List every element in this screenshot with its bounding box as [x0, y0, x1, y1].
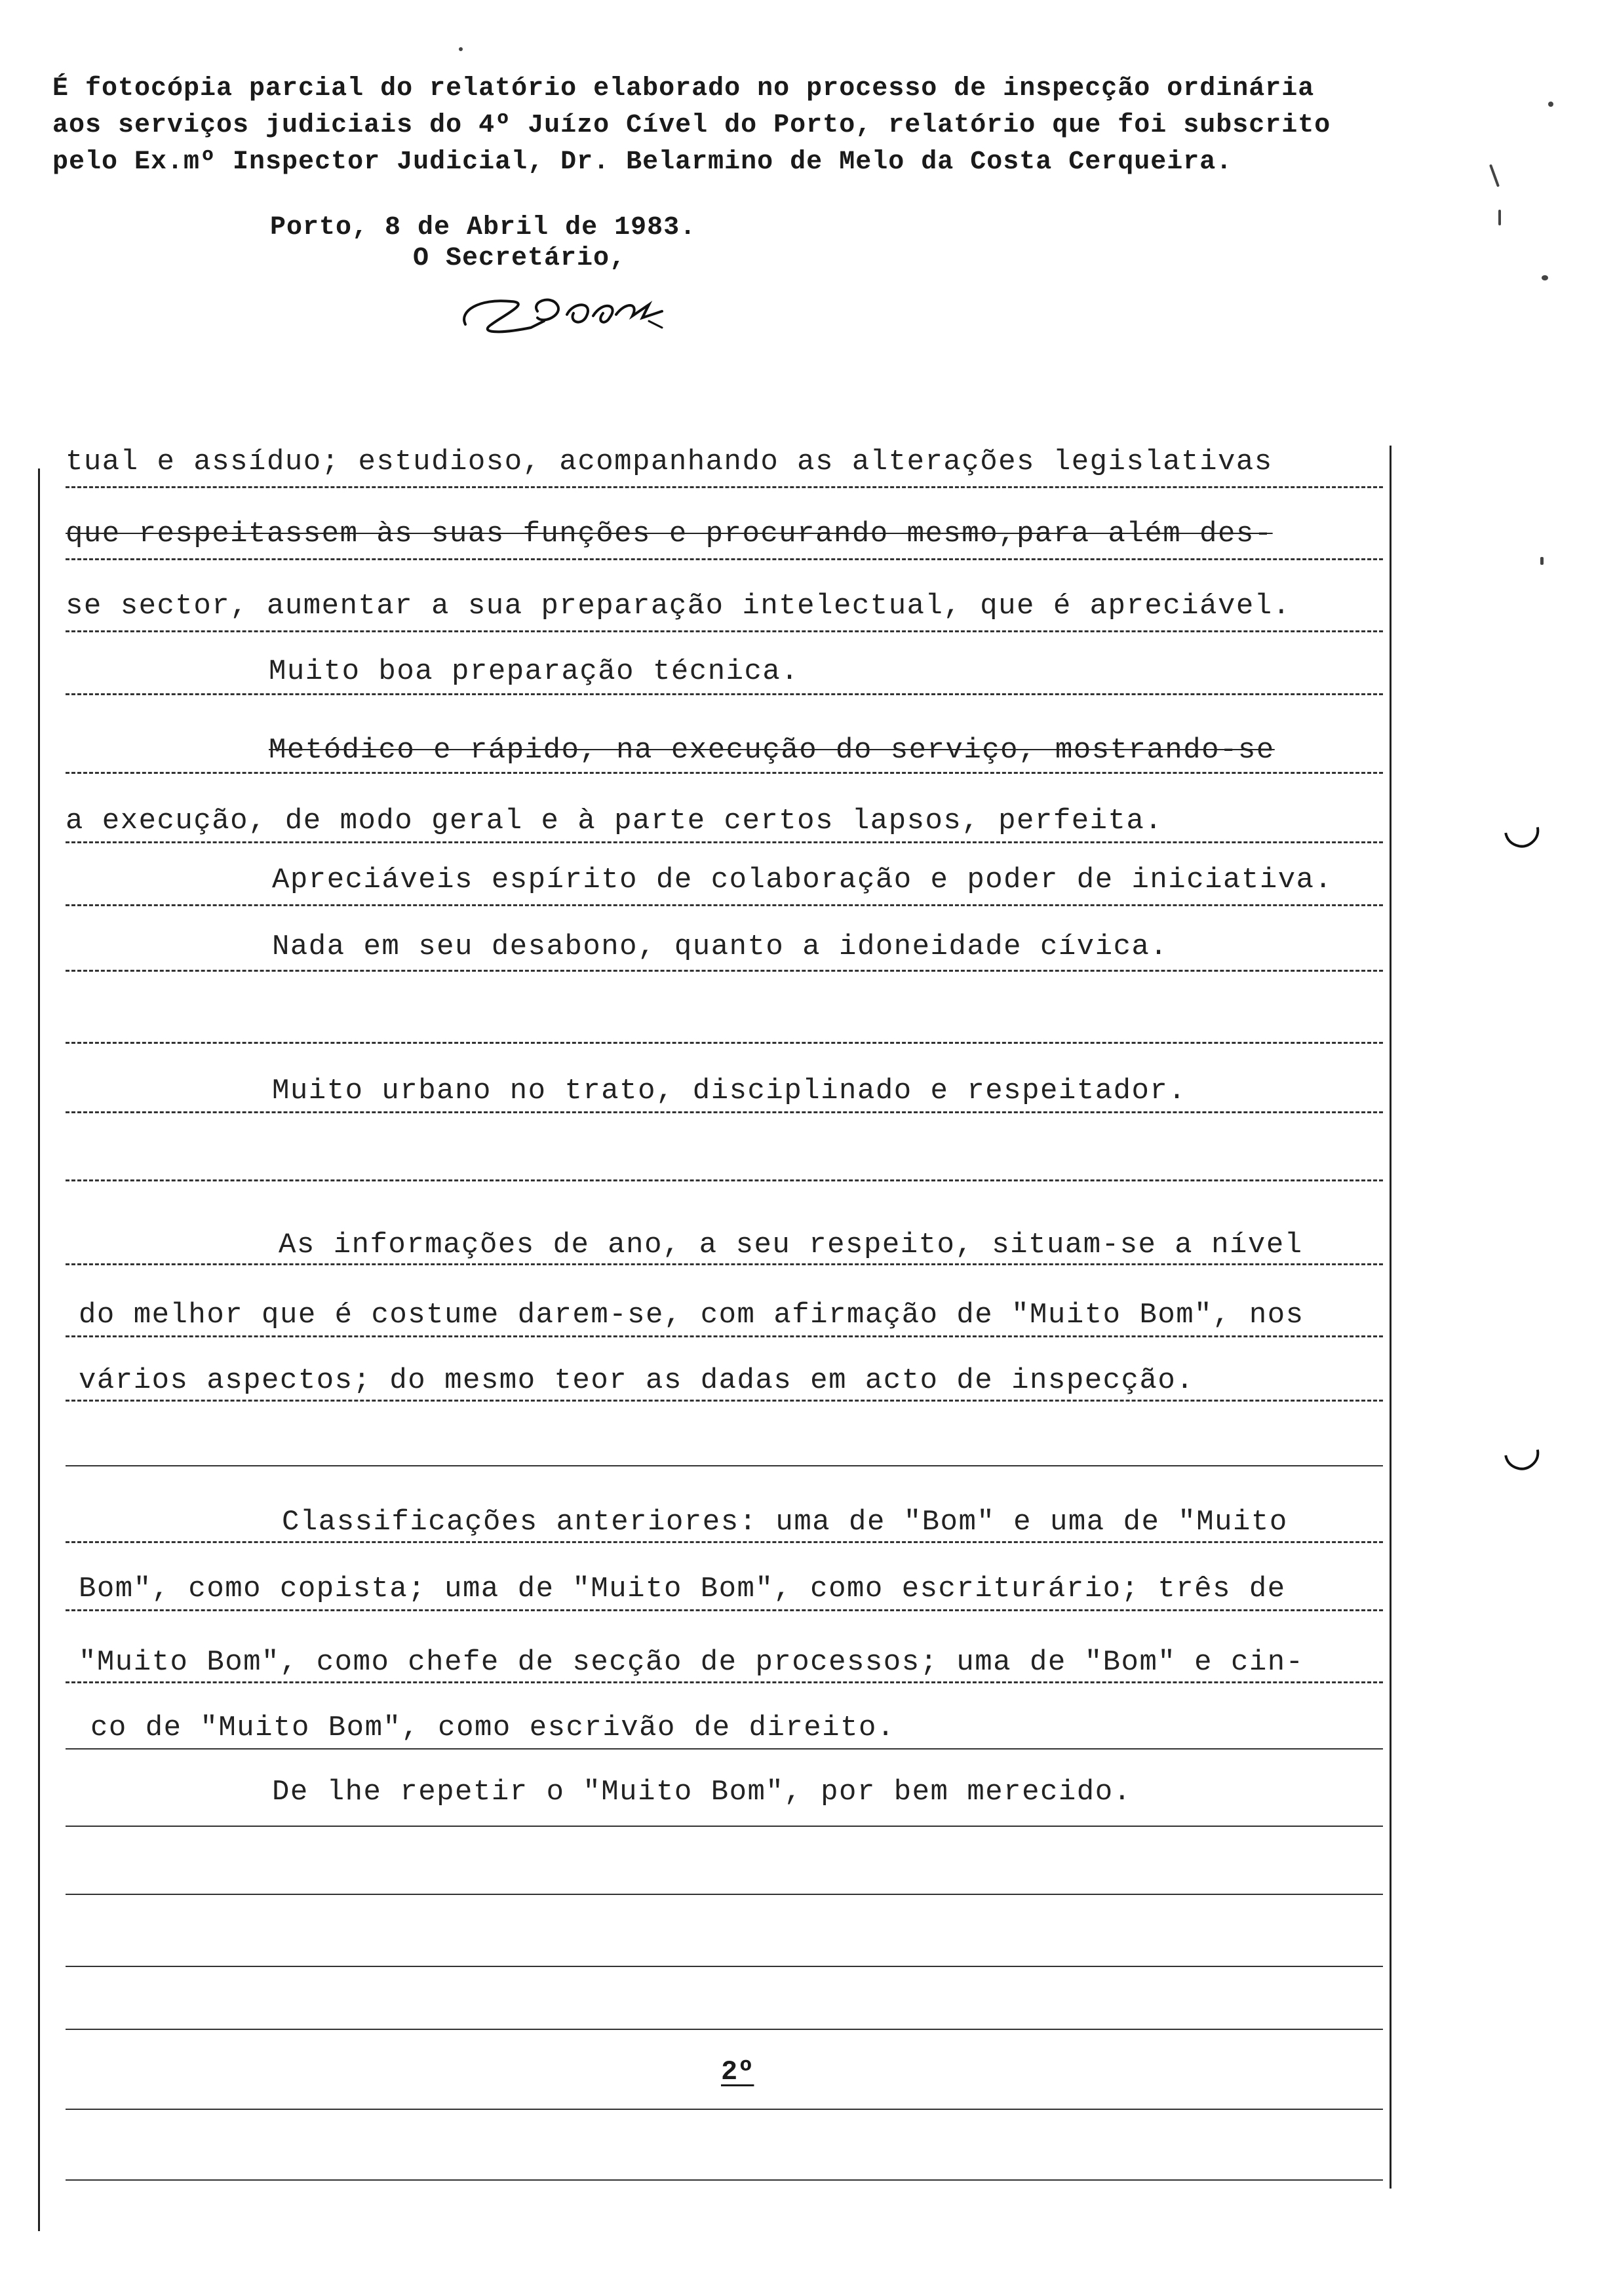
- ruled-line: [66, 1894, 1383, 1895]
- report-line-10: As informações de ano, a seu respeito, situam-se a nível: [279, 1229, 1303, 1261]
- report-line-2: que respeitassem às suas funções e procurando mesmo,para além des-: [66, 518, 1273, 550]
- ruled-line: [66, 2029, 1383, 2030]
- report-line-6: a execução, de modo geral e à parte certos lapsos, perfeita.: [66, 805, 1163, 837]
- speck: [1548, 102, 1553, 107]
- report-line-3: se sector, aumentar a sua preparação intelectual, que é apreciável.: [66, 590, 1291, 622]
- ruled-line: [66, 970, 1383, 972]
- report-line-16: co de "Muito Bom", como escrivão de direito.: [90, 1712, 895, 1744]
- speck: [1540, 557, 1544, 565]
- header-line-1: É fotocópia parcial do relatório elaborado no processo de inspecção ordinária: [52, 74, 1315, 104]
- ruled-line: [66, 1335, 1383, 1337]
- ruled-line: [66, 2179, 1383, 2181]
- ruled-line: [66, 693, 1383, 695]
- ruled-line: [66, 841, 1383, 843]
- ruled-line: [66, 1465, 1383, 1466]
- report-line-7: Apreciáveis espírito de colaboração e poder de iniciativa.: [272, 864, 1333, 896]
- report-line-11: do melhor que é costume darem-se, com afirmação de "Muito Bom", nos: [79, 1299, 1304, 1331]
- ruled-line: [66, 1609, 1383, 1611]
- ruled-line: [66, 1681, 1383, 1683]
- report-line-4: Muito boa preparação técnica.: [269, 655, 800, 688]
- ruled-line: [66, 1042, 1383, 1044]
- signature: [452, 275, 714, 347]
- ruled-line: [66, 1179, 1383, 1181]
- header-line-3: pelo Ex.mº Inspector Judicial, Dr. Belarmino de Melo da Costa Cerqueira.: [52, 147, 1233, 177]
- report-line-9: Muito urbano no trato, disciplinado e respeitador.: [272, 1075, 1187, 1107]
- form-left-border: [38, 469, 40, 2231]
- report-line-8: Nada em seu desabono, quanto a idoneidade cívica.: [272, 930, 1169, 963]
- report-line-13: Classificações anteriores: uma de "Bom" e uma de "Muito: [282, 1506, 1288, 1539]
- secretary-title: O Secretário,: [413, 244, 627, 273]
- speck: [459, 47, 463, 51]
- speck: [1542, 275, 1548, 280]
- ruled-line: [66, 1748, 1383, 1750]
- ruled-line: [66, 1400, 1383, 1402]
- page-number: 2º: [721, 2056, 754, 2088]
- ruled-line: [66, 1966, 1383, 1967]
- ruled-line: [66, 486, 1383, 488]
- margin-mark: ◡: [1496, 796, 1546, 856]
- header-line-2: aos serviços judiciais do 4º Juízo Cível do Porto, relatório que foi subscrito: [52, 111, 1331, 140]
- ruled-line: [66, 1263, 1383, 1265]
- ruled-line: [66, 2109, 1383, 2110]
- margin-mark: ◡: [1496, 1419, 1546, 1479]
- ruled-line: [66, 772, 1383, 774]
- report-line-14: Bom", como copista; uma de "Muito Bom", como escriturário; três de: [79, 1573, 1286, 1605]
- speck: [1498, 210, 1501, 225]
- form-right-border: [1390, 446, 1391, 2189]
- ruled-line: [66, 1826, 1383, 1827]
- ruled-line: [66, 558, 1383, 560]
- report-line-12: vários aspectos; do mesmo teor as dadas em acto de inspecção.: [79, 1364, 1195, 1397]
- report-line-17: De lhe repetir o "Muito Bom", por bem merecido.: [272, 1776, 1132, 1808]
- report-line-5: Metódico e rápido, na execução do serviço, mostrando-se: [269, 734, 1275, 767]
- report-line-1: tual e assíduo; estudioso, acompanhando as alterações legislativas: [66, 446, 1273, 478]
- ruled-line: [66, 1111, 1383, 1113]
- certification-header: [52, 71, 1560, 181]
- place-and-date: Porto, 8 de Abril de 1983.: [270, 213, 697, 242]
- report-line-15: "Muito Bom", como chefe de secção de processos; uma de "Bom" e cin-: [79, 1646, 1304, 1679]
- ruled-line: [66, 1541, 1383, 1543]
- ruled-line: [66, 630, 1383, 632]
- ruled-line: [66, 904, 1383, 906]
